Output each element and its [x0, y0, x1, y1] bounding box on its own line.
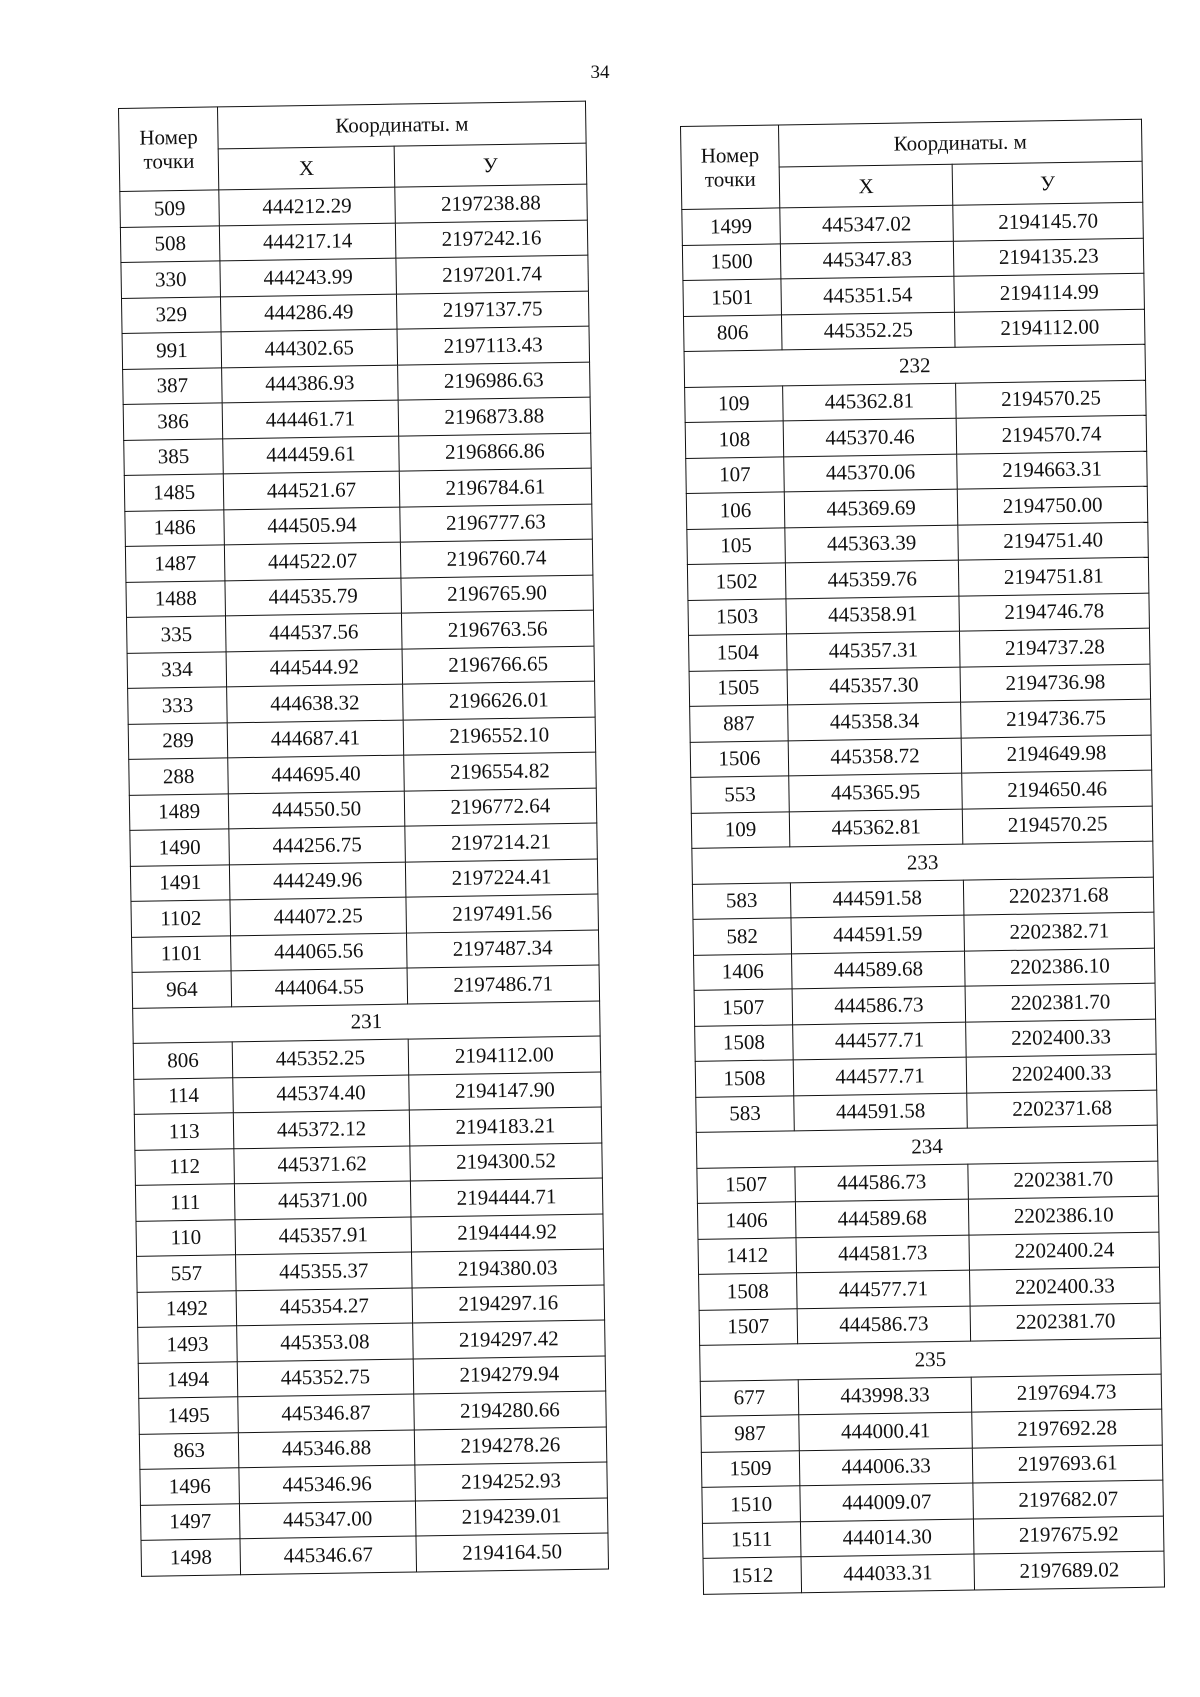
y-coordinate-cell: 2194380.03 [411, 1249, 604, 1288]
point-number-cell: 1506 [690, 740, 788, 777]
x-coordinate-cell: 444243.99 [220, 258, 396, 296]
x-coordinate-cell: 444577.71 [793, 1022, 967, 1060]
y-coordinate-cell: 2197201.74 [396, 255, 589, 294]
x-coordinate-cell: 444638.32 [227, 684, 403, 722]
y-coordinate-cell: 2194570.74 [956, 415, 1146, 453]
x-coordinate-cell: 444212.29 [219, 187, 395, 225]
x-coordinate-cell: 445369.69 [784, 489, 958, 527]
point-number-cell: 1509 [701, 1450, 799, 1487]
point-number-cell: 112 [135, 1148, 235, 1185]
y-coordinate-cell: 2202371.68 [964, 877, 1154, 915]
y-coordinate-cell: 2197238.88 [395, 184, 588, 223]
x-coordinate-cell: 445346.67 [240, 1536, 416, 1574]
point-number-cell: 1508 [699, 1273, 797, 1310]
y-coordinate-cell: 2202381.70 [970, 1303, 1160, 1341]
x-coordinate-cell: 445363.39 [785, 525, 959, 563]
point-number-cell: 1406 [697, 1202, 795, 1239]
y-coordinate-cell: 2196766.65 [402, 646, 595, 685]
point-number-cell: 1490 [130, 829, 230, 866]
point-number-cell: 333 [128, 687, 228, 724]
y-coordinate-cell: 2197694.73 [971, 1374, 1161, 1412]
y-coordinate-cell: 2194570.25 [963, 806, 1153, 844]
group-number: 231 [133, 1001, 601, 1044]
y-coordinate-cell: 2194135.23 [954, 238, 1144, 276]
point-number-cell: 107 [686, 456, 784, 493]
y-coordinate-cell: 2194737.28 [960, 628, 1150, 666]
y-coordinate-cell: 2197486.71 [407, 965, 600, 1004]
y-coordinate-cell: 2194444.92 [411, 1214, 604, 1253]
y-coordinate-cell: 2196554.82 [403, 752, 596, 791]
x-coordinate-cell: 445354.27 [236, 1288, 412, 1326]
x-coordinate-cell: 444537.56 [226, 613, 402, 651]
point-number-cell: 387 [123, 367, 223, 404]
y-coordinate-cell: 2194649.98 [961, 735, 1151, 773]
y-coordinate-cell: 2194279.94 [413, 1356, 606, 1395]
point-number-cell: 1510 [702, 1486, 800, 1523]
x-coordinate-cell: 445370.46 [783, 418, 957, 456]
x-coordinate-cell: 445362.81 [789, 809, 963, 847]
point-number-cell: 1486 [125, 509, 225, 546]
y-coordinate-cell: 2197137.75 [396, 291, 589, 330]
y-coordinate-cell: 2197214.21 [405, 823, 598, 862]
y-coordinate-cell: 2194112.00 [408, 1036, 601, 1075]
y-coordinate-cell: 2194297.42 [412, 1320, 605, 1359]
point-number-cell: 1503 [688, 598, 786, 635]
x-coordinate-cell: 445362.81 [782, 383, 956, 421]
y-coordinate-cell: 2197675.92 [974, 1516, 1164, 1554]
header-y: У [394, 143, 587, 188]
header-coordinates: Координаты. м [218, 101, 586, 148]
y-coordinate-cell: 2202400.24 [969, 1232, 1159, 1270]
point-number-cell: 111 [135, 1184, 235, 1221]
y-coordinate-cell: 2202400.33 [970, 1267, 1160, 1305]
point-number-cell: 1507 [694, 989, 792, 1026]
y-coordinate-cell: 2194444.71 [410, 1178, 603, 1217]
point-number-cell: 1511 [702, 1521, 800, 1558]
point-number-cell: 1499 [682, 208, 780, 245]
point-number-cell: 987 [701, 1415, 799, 1452]
y-coordinate-cell: 2197242.16 [395, 220, 588, 259]
x-coordinate-cell: 445357.91 [235, 1217, 411, 1255]
y-coordinate-cell: 2194112.00 [955, 309, 1145, 347]
x-coordinate-cell: 445347.00 [240, 1501, 416, 1539]
y-coordinate-cell: 2197491.56 [406, 894, 599, 933]
x-coordinate-cell: 444217.14 [220, 223, 396, 261]
y-coordinate-cell: 2194750.00 [958, 486, 1148, 524]
x-coordinate-cell: 444550.50 [228, 791, 404, 829]
y-coordinate-cell: 2202371.68 [967, 1090, 1157, 1128]
y-coordinate-cell: 2197224.41 [405, 859, 598, 898]
x-coordinate-cell: 445346.88 [238, 1430, 414, 1468]
point-number-cell: 1501 [683, 279, 781, 316]
y-coordinate-cell: 2194570.25 [956, 380, 1146, 418]
x-coordinate-cell: 444586.73 [795, 1164, 969, 1202]
y-coordinate-cell: 2202400.33 [966, 1054, 1156, 1092]
x-coordinate-cell: 444459.61 [223, 436, 399, 474]
x-coordinate-cell: 444064.55 [231, 968, 407, 1006]
point-number-cell: 330 [121, 261, 221, 298]
x-coordinate-cell: 444072.25 [230, 897, 406, 935]
y-coordinate-cell: 2202382.71 [964, 912, 1154, 950]
x-coordinate-cell: 445352.25 [232, 1039, 408, 1077]
x-coordinate-cell: 444302.65 [221, 329, 397, 367]
x-coordinate-cell: 445355.37 [236, 1252, 412, 1290]
x-coordinate-cell: 444544.92 [226, 649, 402, 687]
header-point-number: Номер точки [681, 125, 780, 210]
y-coordinate-cell: 2197113.43 [397, 326, 590, 365]
header-y: У [952, 161, 1142, 205]
y-coordinate-cell: 2196866.86 [398, 433, 591, 472]
point-number-cell: 553 [691, 776, 789, 813]
y-coordinate-cell: 2202381.70 [965, 983, 1155, 1021]
x-coordinate-cell: 445351.54 [781, 276, 955, 314]
point-number-cell: 335 [127, 616, 227, 653]
group-number: 234 [696, 1125, 1158, 1168]
x-coordinate-cell: 445357.31 [786, 631, 960, 669]
x-coordinate-cell: 444589.68 [791, 951, 965, 989]
y-coordinate-cell: 2194278.26 [414, 1426, 607, 1465]
x-coordinate-cell: 445358.72 [788, 738, 962, 776]
x-coordinate-cell: 444521.67 [223, 471, 399, 509]
table-row [141, 1533, 609, 1576]
x-coordinate-cell: 444461.71 [222, 400, 398, 438]
point-number-cell: 109 [691, 811, 789, 848]
x-coordinate-cell: 445347.02 [780, 205, 954, 243]
y-coordinate-cell: 2194147.90 [409, 1072, 602, 1111]
x-coordinate-cell: 444589.68 [795, 1199, 969, 1237]
group-number: 232 [684, 344, 1146, 387]
y-coordinate-cell: 2197682.07 [973, 1480, 1163, 1518]
y-coordinate-cell: 2196777.63 [400, 504, 593, 543]
point-number-cell: 329 [121, 296, 221, 333]
point-number-cell: 806 [133, 1042, 233, 1079]
point-number-cell: 1508 [695, 1024, 793, 1061]
coordinates-table-right [680, 119, 1165, 1595]
x-coordinate-cell: 445371.00 [235, 1181, 411, 1219]
x-coordinate-cell: 445352.25 [781, 312, 955, 350]
x-coordinate-cell: 444256.75 [229, 826, 405, 864]
point-number-cell: 887 [690, 705, 788, 742]
point-number-cell: 1500 [682, 243, 780, 280]
x-coordinate-cell: 444286.49 [221, 294, 397, 332]
point-number-cell: 583 [696, 1095, 794, 1132]
point-number-cell: 1505 [689, 669, 787, 706]
point-number-cell: 1488 [126, 580, 226, 617]
y-coordinate-cell: 2196552.10 [403, 717, 596, 756]
point-number-cell: 386 [123, 403, 223, 440]
point-number-cell: 1102 [131, 900, 231, 937]
point-number-cell: 508 [120, 225, 220, 262]
x-coordinate-cell: 444009.07 [800, 1483, 974, 1521]
point-number-cell: 863 [139, 1432, 239, 1469]
point-number-cell: 583 [692, 882, 790, 919]
y-coordinate-cell: 2194297.16 [412, 1285, 605, 1324]
point-number-cell: 806 [683, 314, 781, 351]
point-number-cell: 1492 [137, 1290, 237, 1327]
y-coordinate-cell: 2194164.50 [416, 1533, 609, 1572]
group-number: 235 [700, 1338, 1162, 1381]
x-coordinate-cell: 444591.59 [791, 915, 965, 953]
point-number-cell: 1101 [132, 935, 232, 972]
point-number-cell: 1412 [698, 1237, 796, 1274]
y-coordinate-cell: 2194736.98 [960, 664, 1150, 702]
x-coordinate-cell: 444249.96 [230, 862, 406, 900]
y-coordinate-cell: 2196772.64 [404, 788, 597, 827]
point-number-cell: 289 [128, 722, 228, 759]
x-coordinate-cell: 445365.95 [789, 773, 963, 811]
x-coordinate-cell: 444577.71 [793, 1057, 967, 1095]
x-coordinate-cell: 444535.79 [225, 578, 401, 616]
x-coordinate-cell: 444591.58 [794, 1093, 968, 1131]
point-number-cell: 110 [136, 1219, 236, 1256]
y-coordinate-cell: 2196626.01 [402, 681, 595, 720]
point-number-cell: 106 [686, 492, 784, 529]
header-x: X [218, 146, 394, 190]
point-number-cell: 113 [134, 1113, 234, 1150]
x-coordinate-cell: 444577.71 [796, 1270, 970, 1308]
x-coordinate-cell: 445352.75 [237, 1359, 413, 1397]
coordinates-table-left [118, 101, 609, 1577]
y-coordinate-cell: 2194252.93 [415, 1462, 608, 1501]
table-row [703, 1551, 1165, 1594]
y-coordinate-cell: 2196873.88 [398, 397, 591, 436]
x-coordinate-cell: 443998.33 [798, 1377, 972, 1415]
y-coordinate-cell: 2194746.78 [959, 593, 1149, 631]
x-coordinate-cell: 444014.30 [800, 1519, 974, 1557]
header-point-number: Номер точки [119, 107, 219, 192]
y-coordinate-cell: 2196986.63 [397, 362, 590, 401]
x-coordinate-cell: 445346.96 [239, 1465, 415, 1503]
point-number-cell: 557 [137, 1255, 237, 1292]
point-number-cell: 114 [134, 1077, 234, 1114]
page-number: 34 [590, 62, 610, 83]
x-coordinate-cell: 444522.07 [225, 542, 401, 580]
y-coordinate-cell: 2196763.56 [401, 610, 594, 649]
x-coordinate-cell: 445359.76 [785, 560, 959, 598]
x-coordinate-cell: 445358.91 [786, 596, 960, 634]
x-coordinate-cell: 444695.40 [228, 755, 404, 793]
point-number-cell: 108 [685, 421, 783, 458]
x-coordinate-cell: 445346.87 [238, 1394, 414, 1432]
point-number-cell: 1512 [703, 1557, 801, 1594]
point-number-cell: 1497 [140, 1503, 240, 1540]
y-coordinate-cell: 2194183.21 [409, 1107, 602, 1146]
point-number-cell: 1485 [124, 474, 224, 511]
y-coordinate-cell: 2202386.10 [965, 948, 1155, 986]
point-number-cell: 582 [693, 918, 791, 955]
y-coordinate-cell: 2194114.99 [954, 273, 1144, 311]
y-coordinate-cell: 2196760.74 [400, 539, 593, 578]
x-coordinate-cell: 444687.41 [227, 720, 403, 758]
point-number-cell: 1487 [125, 545, 225, 582]
y-coordinate-cell: 2202400.33 [966, 1019, 1156, 1057]
group-number: 233 [692, 841, 1154, 884]
point-number-cell: 1502 [687, 563, 785, 600]
x-coordinate-cell: 445353.08 [237, 1323, 413, 1361]
point-number-cell: 1494 [138, 1361, 238, 1398]
point-number-cell: 509 [120, 190, 220, 227]
point-number-cell: 1507 [699, 1308, 797, 1345]
point-number-cell: 677 [700, 1379, 798, 1416]
point-number-cell: 109 [685, 385, 783, 422]
point-number-cell: 1504 [689, 634, 787, 671]
x-coordinate-cell: 445374.40 [233, 1075, 409, 1113]
y-coordinate-cell: 2194736.75 [961, 699, 1151, 737]
y-coordinate-cell: 2194239.01 [415, 1497, 608, 1536]
y-coordinate-cell: 2194751.81 [959, 557, 1149, 595]
point-number-cell: 1496 [140, 1468, 240, 1505]
x-coordinate-cell: 445372.12 [233, 1110, 409, 1148]
x-coordinate-cell: 444033.31 [801, 1554, 975, 1592]
y-coordinate-cell: 2202381.70 [968, 1161, 1158, 1199]
x-coordinate-cell: 444505.94 [224, 507, 400, 545]
y-coordinate-cell: 2194145.70 [953, 202, 1143, 240]
y-coordinate-cell: 2194650.46 [962, 770, 1152, 808]
x-coordinate-cell: 444000.41 [799, 1412, 973, 1450]
point-number-cell: 1491 [130, 864, 230, 901]
y-coordinate-cell: 2197692.28 [972, 1409, 1162, 1447]
point-number-cell: 105 [687, 527, 785, 564]
point-number-cell: 1498 [141, 1539, 241, 1576]
point-number-cell: 964 [132, 971, 232, 1008]
x-coordinate-cell: 444065.56 [231, 933, 407, 971]
x-coordinate-cell: 445347.83 [780, 241, 954, 279]
point-number-cell: 1489 [129, 793, 229, 830]
header-x: X [779, 164, 953, 208]
y-coordinate-cell: 2196784.61 [399, 468, 592, 507]
x-coordinate-cell: 444386.93 [222, 365, 398, 403]
y-coordinate-cell: 2194663.31 [957, 451, 1147, 489]
y-coordinate-cell: 2197487.34 [406, 930, 599, 969]
x-coordinate-cell: 444586.73 [792, 986, 966, 1024]
y-coordinate-cell: 2196765.90 [401, 575, 594, 614]
y-coordinate-cell: 2194280.66 [414, 1391, 607, 1430]
x-coordinate-cell: 444581.73 [796, 1235, 970, 1273]
header-coordinates: Координаты. м [778, 119, 1142, 166]
point-number-cell: 334 [127, 651, 227, 688]
y-coordinate-cell: 2202386.10 [969, 1196, 1159, 1234]
point-number-cell: 1406 [694, 953, 792, 990]
x-coordinate-cell: 445357.30 [787, 667, 961, 705]
point-number-cell: 991 [122, 332, 222, 369]
point-number-cell: 288 [129, 758, 229, 795]
y-coordinate-cell: 2197693.61 [973, 1445, 1163, 1483]
x-coordinate-cell: 445358.34 [788, 702, 962, 740]
x-coordinate-cell: 444006.33 [799, 1448, 973, 1486]
x-coordinate-cell: 445370.06 [784, 454, 958, 492]
x-coordinate-cell: 444591.58 [790, 880, 964, 918]
x-coordinate-cell: 445371.62 [234, 1146, 410, 1184]
y-coordinate-cell: 2194751.40 [958, 522, 1148, 560]
y-coordinate-cell: 2194300.52 [410, 1143, 603, 1182]
x-coordinate-cell: 444586.73 [797, 1306, 971, 1344]
point-number-cell: 1495 [139, 1397, 239, 1434]
point-number-cell: 1493 [138, 1326, 238, 1363]
point-number-cell: 1507 [697, 1166, 795, 1203]
point-number-cell: 385 [124, 438, 224, 475]
y-coordinate-cell: 2197689.02 [974, 1551, 1164, 1589]
point-number-cell: 1508 [695, 1060, 793, 1097]
